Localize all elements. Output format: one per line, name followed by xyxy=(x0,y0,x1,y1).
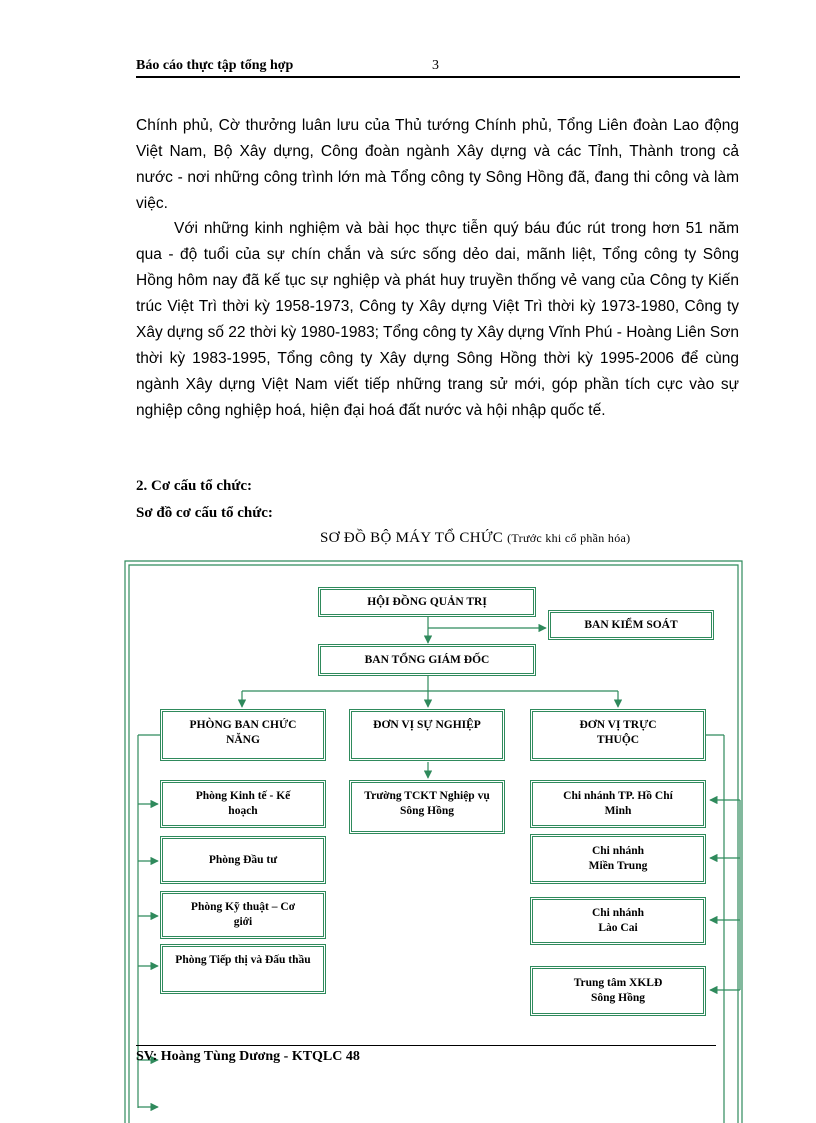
school-box xyxy=(349,780,505,834)
paragraph-2: Với những kinh nghiệm và bài học thực tiễn quý báu đúc rút trong hơn 51 năm qua - độ tuổi của sự chín chắn và sức sống dẻo dai, mãnh liệt, Tổng công ty Sông Hồng hôm nay đã kế tục sự nghiệp và phát huy truyền thống vẻ vang của Công ty Kiến trúc Việt Trì thời kỳ 1958-1973, Công ty Xây dựng Việt Trì thời kỳ 1973-1980, Công ty Xây dựng số 22 thời kỳ 1980-1983; Tổng công ty Xây dựng Vĩnh Phú - Hoàng Liên Sơn thời kỳ 1983-1995, Tổng công ty Xây dựng Sông Hồng thời kỳ 1995-2006 để cùng ngành Xây dựng Việt Nam viết tiếp những trang sử mới, góp phần tích cực vào sự nghiệp công nghiệp hoá, hiện đại hoá đất nước và hội nhập quốc tế. xyxy=(136,220,739,419)
service-units-box xyxy=(349,709,505,761)
functional-depts-label: PHÒNG BAN CHỨC NĂNG xyxy=(189,719,297,746)
branch-central-box xyxy=(530,834,706,884)
supervisory-label: BAN KIỂM SOÁT xyxy=(584,618,678,631)
direct-units-box xyxy=(530,709,706,761)
footer-rule xyxy=(136,1045,716,1046)
school-label: Trường TCKT Nghiệp vụ Sông Hồng xyxy=(364,790,490,817)
dept-marketing-label: Phòng Tiếp thị và Đấu thầu xyxy=(175,954,311,966)
functional-depts-box xyxy=(160,709,326,761)
supervisory-box xyxy=(548,610,714,640)
section-heading: 2. Cơ cấu tổ chức: xyxy=(136,478,253,494)
org-chart-title-text: SƠ ĐỒ BỘ MÁY TỔ CHỨC xyxy=(320,530,504,546)
dept-planning-box xyxy=(160,780,326,828)
paragraph-1: Chính phủ, Cờ thưởng luân lưu của Thủ tướng Chính phủ, Tổng Liên đoàn Lao động Việt Nam, Bộ Xây dựng, Công đoàn ngành Xây dựng và các Tỉnh, Thành trong cả nước - nơi những công trình lớn mà Tổng công ty Sông Hồng đã, đang thi công và làm việc. xyxy=(136,117,739,212)
board-box xyxy=(318,587,536,617)
branch-hcm-box xyxy=(530,780,706,828)
header-title: Báo cáo thực tập tổng hợp xyxy=(136,58,294,73)
org-chart-title-note: (Trước khi cổ phần hóa) xyxy=(507,531,631,545)
directors-label: BAN TỔNG GIÁM ĐỐC xyxy=(364,653,490,666)
center-xkld-label: Trung tâm XKLĐ Sông Hồng xyxy=(573,977,663,1004)
board-label: HỘI ĐỒNG QUẢN TRỊ xyxy=(367,595,487,608)
branch-laocai-label: Chi nhánh Lào Cai xyxy=(591,907,645,934)
dept-investment-box xyxy=(160,836,326,884)
direct-units-label: ĐƠN VỊ TRỰC THUỘC xyxy=(579,719,657,746)
center-xkld-box xyxy=(530,966,706,1016)
directors-box xyxy=(318,644,536,676)
branch-central-label: Chi nhánh Miền Trung xyxy=(588,845,648,872)
branch-laocai-box xyxy=(530,897,706,945)
branch-hcm-label: Chi nhánh TP. Hồ Chí Minh xyxy=(563,790,673,817)
dept-investment-label: Phòng Đầu tư xyxy=(208,853,278,866)
page-number: 3 xyxy=(432,58,439,73)
dept-tech-label: Phòng Kỹ thuật – Cơ giới xyxy=(190,901,296,928)
sub-heading: Sơ đồ cơ cấu tổ chức: xyxy=(136,505,273,521)
dept-planning-label: Phòng Kinh tế - Kế hoạch xyxy=(195,790,291,817)
footer-text: SV: Hoàng Tùng Dương - KTQLC 48 xyxy=(136,1049,360,1064)
dept-marketing-box xyxy=(160,944,326,994)
dept-tech-box xyxy=(160,891,326,939)
service-units-label: ĐƠN VỊ SỰ NGHIỆP xyxy=(373,719,481,731)
